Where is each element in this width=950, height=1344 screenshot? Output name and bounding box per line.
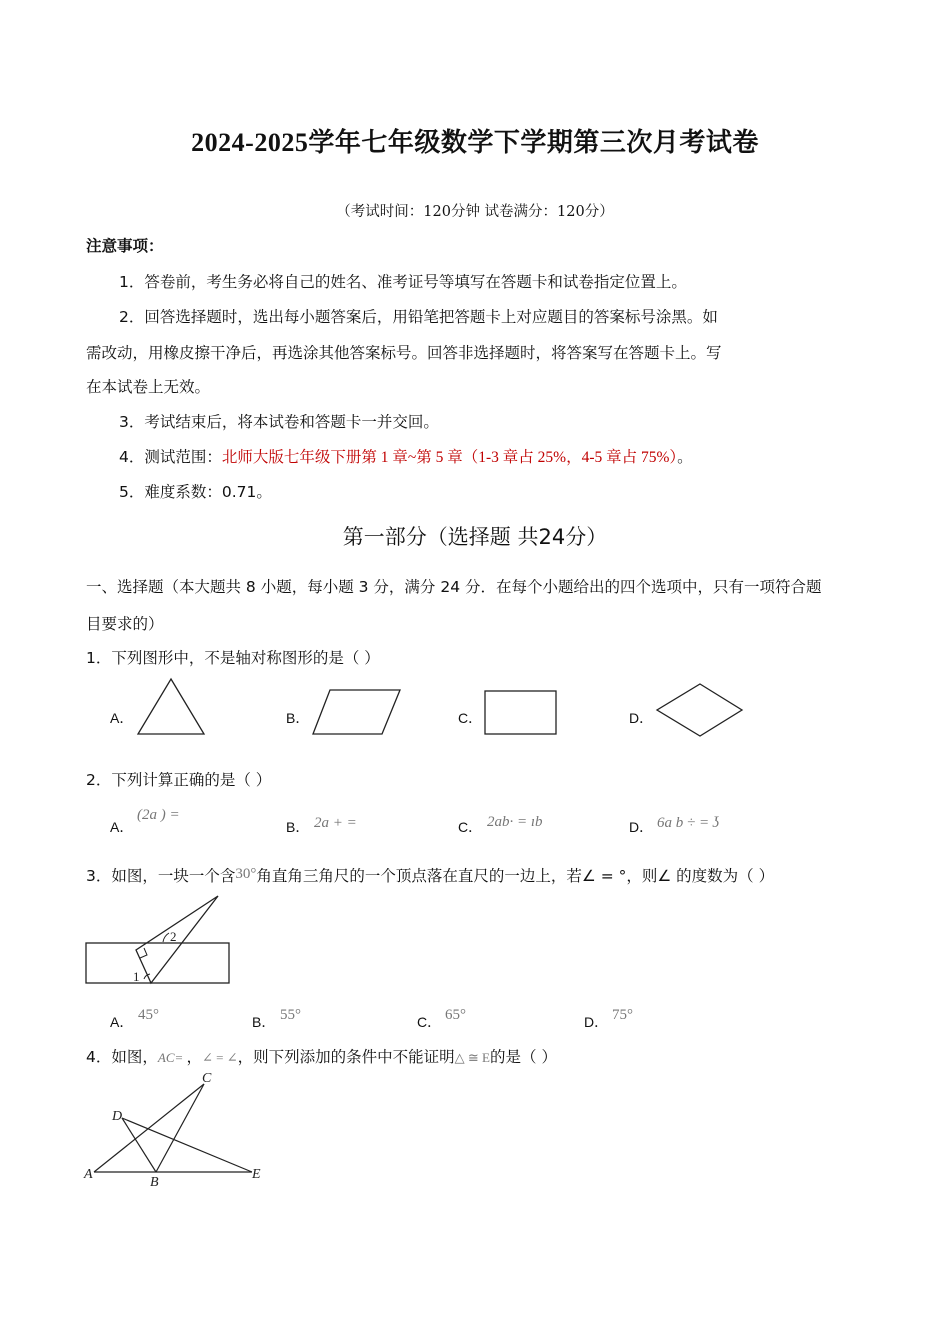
q4-point-b: B [150, 1175, 159, 1190]
test-range: 北师大版七年级下册第 1 章~第 5 章（1-3 章占 25%，4-5 章占 75%） [221, 449, 678, 466]
q2-option-a-expression: (2a ) = [137, 807, 180, 823]
q3-ruler-triangle-figure [84, 893, 234, 989]
notice-item-4-suffix: 。 [677, 448, 693, 466]
notice-item-2-line-3: 在本试卷上无效。 [86, 378, 211, 396]
q3-stem-part-1: 3．如图，一块一个含 [86, 867, 236, 885]
q3-option-c-label: C． [417, 1014, 442, 1030]
q3-option-d-value: 75° [612, 1007, 633, 1023]
q4-point-e: E [252, 1167, 261, 1182]
q3-option-b-value: 55° [280, 1007, 301, 1023]
part1-title: 第一部分（选择题 共24分） [342, 525, 608, 549]
q1-stem: 1．下列图形中，不是轴对称图形的是（ ） [86, 649, 380, 667]
q2-option-a-label: A． [110, 819, 134, 835]
q4-congruence: △ ≅ E [454, 1050, 491, 1065]
notice-item-4-prefix: 4．测试范围： [119, 448, 222, 466]
q1-option-a-label: A． [110, 710, 134, 726]
q1-option-b-label: B． [286, 710, 310, 726]
q2-stem: 2．下列计算正确的是（ ） [86, 771, 272, 789]
notice-item-2-line-2: 需改动，用橡皮擦干净后，再选涂其他答案标号。回答非选择题时，将答案写在答题卡上。写 [86, 344, 722, 362]
notice-item-3: 3．考试结束后，将本试卷和答题卡一并交回。 [119, 413, 439, 431]
q4-stem-part-1: 4．如图， [86, 1048, 158, 1066]
q4-triangle-figure [82, 1070, 272, 1190]
q2-option-b-label: B． [286, 819, 310, 835]
q1-rhombus-figure [654, 682, 746, 740]
q2-option-d-expression: 6a b ÷ = ʖ [657, 815, 720, 831]
q3-stem-part-2: 角直角三角尺的一个顶点落在直尺的一边上，若∠ = °，则∠ 的度数为（ ） [256, 867, 775, 885]
q3-angle-2-label: 2 [170, 929, 177, 944]
q4-stem-part-3: ，则下列添加的条件中不能证明 [237, 1048, 455, 1066]
q3-option-a-label: A． [110, 1014, 134, 1030]
q2-option-c-expression: 2ab· = ıb [487, 814, 543, 830]
page-title: 2024-2025学年七年级数学下学期第三次月考试卷 [191, 128, 759, 157]
q4-condition-2: ∠ = ∠ [202, 1050, 238, 1065]
q3-stem [86, 864, 774, 886]
q3-option-a-value: 45° [138, 1007, 159, 1023]
q3-angle-1-label: 1 [133, 969, 140, 984]
notice-heading: 注意事项： [86, 237, 164, 255]
notice-item-2-line-1: 2．回答选择题时，选出每小题答案后，用铅笔把答题卡上对应题目的答案标号涂黑。如 [119, 308, 718, 326]
q1-triangle-figure [134, 676, 208, 738]
q4-stem-part-4: 的是（ ） [490, 1048, 557, 1066]
q3-option-b-label: B． [252, 1014, 276, 1030]
q2-option-d-label: D． [629, 819, 654, 835]
q4-stem-part-2: ， [186, 1048, 203, 1066]
q4-condition-1: AC= [157, 1050, 187, 1065]
notice-item-4 [119, 445, 693, 467]
q3-angle-30: 30° [235, 866, 257, 882]
q4-point-c: C [202, 1071, 212, 1086]
q1-option-d-label: D． [629, 710, 654, 726]
part1-intro-line-1: 一、选择题（本大题共 8 小题，每小题 3 分，满分 24 分．在每个小题给出的四个选项中，只有一项符合题 [86, 578, 822, 596]
q2-option-c-label: C． [458, 819, 483, 835]
notice-item-1: 1．答卷前，考生务必将自己的姓名、准考证号等填写在答题卡和试卷指定位置上。 [119, 273, 687, 291]
q3-option-c-value: 65° [445, 1007, 466, 1023]
part1-intro-line-2: 目要求的） [86, 615, 164, 633]
q2-option-b-expression: 2a + = [314, 815, 357, 831]
q4-point-a: A [84, 1167, 93, 1182]
q1-option-c-label: C． [458, 710, 483, 726]
notice-item-5: 5．难度系数：0.71。 [119, 483, 272, 501]
q4-point-d: D [112, 1109, 123, 1124]
q3-option-d-label: D． [584, 1014, 609, 1030]
q4-stem [86, 1045, 557, 1067]
q1-parallelogram-figure [310, 688, 404, 738]
q1-rectangle-figure [483, 689, 559, 737]
exam-info: （考试时间：120分钟 试卷满分：120分） [336, 204, 614, 220]
